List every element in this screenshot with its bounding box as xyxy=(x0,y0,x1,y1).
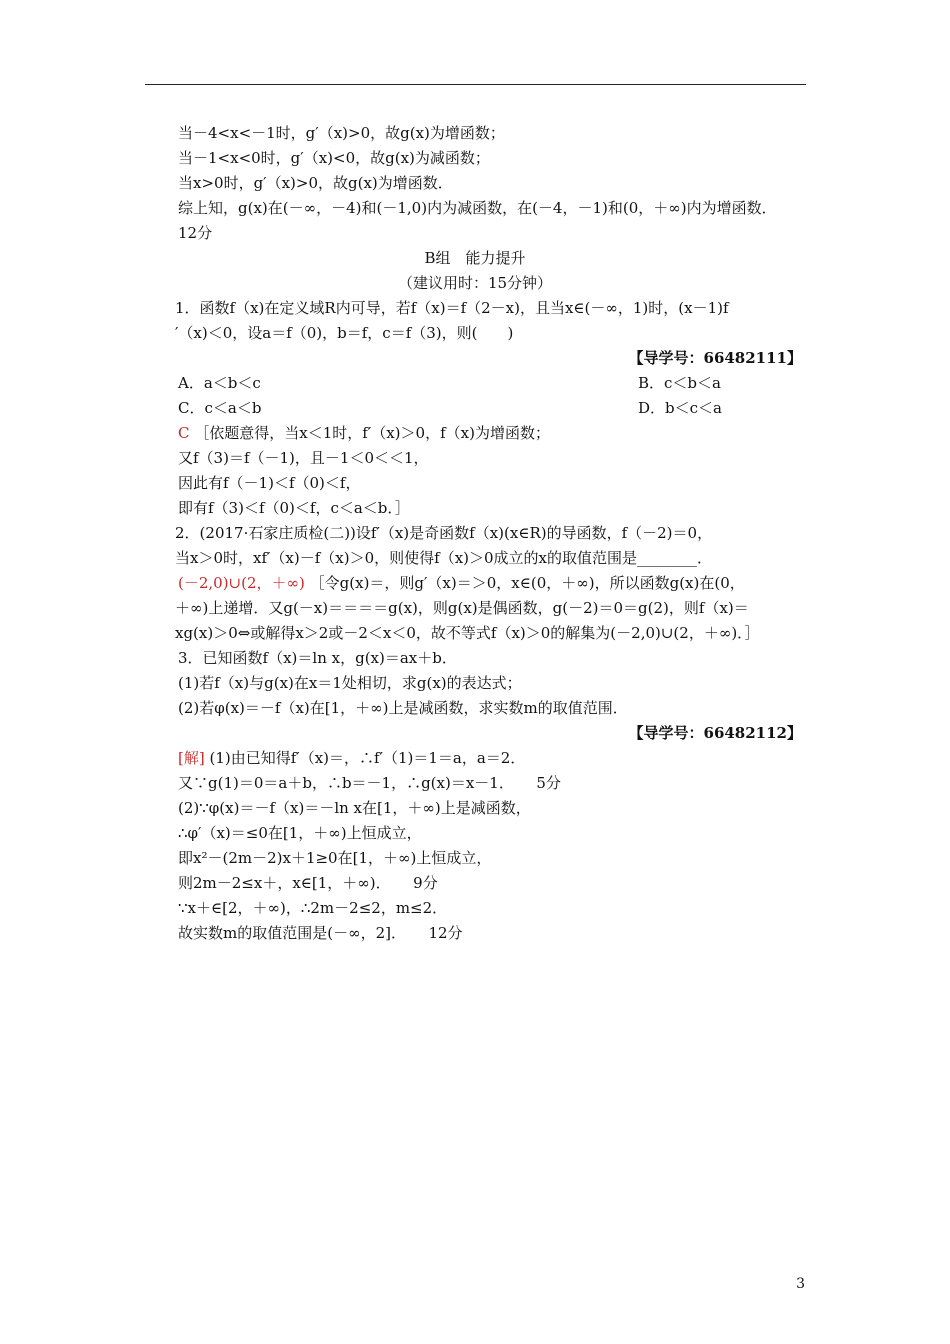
prev-line-3: 当x>0时，g′（x)>0，故g(x)为增函数． xyxy=(178,174,453,192)
q2-answer: (－2,0)∪(2，＋∞) xyxy=(178,574,305,592)
q1-stem-1: 1．函数f（x)在定义域R内可导，若f（x)＝f（2－x)，且当x∈(－∞，1)时，(x－1)f xyxy=(175,299,729,317)
header-rule xyxy=(145,84,806,85)
q1-solution-1 xyxy=(178,421,550,445)
q3-solution-text-1: (1)由已知得f′（x)＝，∴f′（1)＝1＝a，a＝2． xyxy=(209,749,526,767)
q3-solution-4: ∴φ′（x)＝≤0在[1，＋∞)上恒成立， xyxy=(178,824,422,842)
q2-stem-2: 当x＞0时，xf′（x)－f（x)＞0，则使得f（x)＞0成立的x的取值范围是________． xyxy=(175,549,713,567)
q2-stem-1: 2．(2017·石家庄质检(二))设f′（x)是奇函数f（x)(x∈R)的导函数，f（－2)＝0， xyxy=(175,524,713,542)
q3-solution-6: 则2m－2≤x＋，x∈[1，＋∞)． 9分 xyxy=(178,874,438,892)
prev-line-2: 当－1<x<0时，g′（x)<0，故g(x)为减函数； xyxy=(178,149,490,167)
q1-solution-3: 因此有f（－1)＜f（0)＜f， xyxy=(178,474,361,492)
q3-part-2: (2)若φ(x)＝－f（x)在[1，＋∞)上是减函数，求实数m的取值范围． xyxy=(178,699,628,717)
q1-option-b: B．c＜b＜a xyxy=(638,374,721,392)
q1-option-d: D．b＜c＜a xyxy=(638,399,722,417)
q3-stem: 3．已知函数f（x)＝ln x，g(x)＝ax＋b． xyxy=(178,649,457,667)
q2-solution-2: ＋∞)上递增．又g(－x)＝＝＝＝g(x)，则g(x)是偶函数，g(－2)＝0＝g(2)，则f（x)＝ xyxy=(175,599,749,617)
q1-solution-4: 即有f（3)＜f（0)＜f，c＜a＜b．］ xyxy=(178,499,410,517)
q3-solution-1 xyxy=(178,746,525,770)
q3-solution-8: 故实数m的取值范围是(－∞，2]． 12分 xyxy=(178,924,463,942)
q1-answer: C xyxy=(178,424,190,442)
q1-solution-2: 又f（3)＝f（－1)，且－1＜0＜＜1， xyxy=(178,449,429,467)
q2-solution-text-1: ［令g(x)＝，则g′（x)＝＞0，x∈(0，＋∞)，所以函数g(x)在(0， xyxy=(309,574,745,592)
q1-option-a: A．a＜b＜c xyxy=(178,374,261,392)
prev-line-5: 12分 xyxy=(178,224,213,242)
q1-options-row-2 xyxy=(178,396,722,420)
prev-line-1: 当－4<x<－1时，g′（x)>0，故g(x)为增函数； xyxy=(178,124,505,142)
q1-solution-text-1: ［依题意得，当x＜1时，f′（x)＞0，f（x)为增函数； xyxy=(194,424,550,442)
q1-stem-2: ′（x)＜0，设a＝f（0)，b＝f，c＝f（3)，则( ) xyxy=(175,324,514,342)
q2-solution-1 xyxy=(178,571,745,595)
q3-solution-3: (2)∵φ(x)＝－f（x)＝－ln x在[1，＋∞)上是减函数， xyxy=(178,799,531,817)
q1-code: 【导学号：66482111】 xyxy=(628,349,802,367)
prev-line-4: 综上知，g(x)在(－∞，－4)和(－1,0)内为减函数，在(－4，－1)和(0，＋∞)内为增函数． xyxy=(178,199,777,217)
q3-solution-2: 又∵g(1)＝0＝a＋b，∴b＝－1，∴g(x)＝x－1． 5分 xyxy=(178,774,561,792)
q2-solution-3: xg(x)＞0⇔或解得x＞2或－2＜x＜0，故不等式f（x)＞0的解集为(－2,0)∪(2，＋∞)．］ xyxy=(175,624,760,642)
page-number: 3 xyxy=(796,1276,805,1292)
q3-code: 【导学号：66482112】 xyxy=(628,724,802,742)
q1-options-row-1 xyxy=(178,371,721,395)
section-time: （建议用时：15分钟） xyxy=(397,274,553,292)
q3-solution-7: ∵x＋∈[2，＋∞)，∴2m－2≤2，m≤2． xyxy=(178,899,448,917)
q3-part-1: (1)若f（x)与g(x)在x＝1处相切，求g(x)的表达式； xyxy=(178,674,522,692)
q3-solution-label: [解] xyxy=(178,749,205,767)
q1-option-c: C．c＜a＜b xyxy=(178,399,262,417)
q3-solution-5: 即x²－(2m－2)x＋1≥0在[1，＋∞)上恒成立， xyxy=(178,849,492,867)
section-title: B组 能力提升 xyxy=(424,249,526,267)
